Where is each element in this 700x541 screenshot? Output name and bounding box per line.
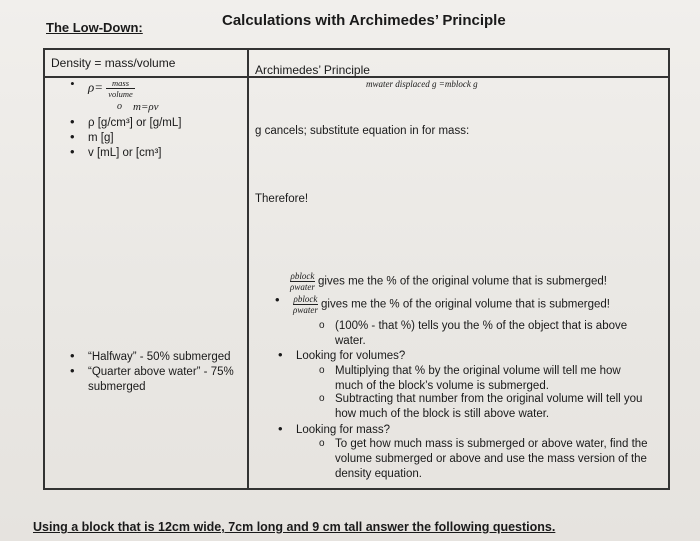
eq-left: mwater displaced g bbox=[366, 79, 437, 89]
page-title: Calculations with Archimedes’ Principle bbox=[222, 12, 506, 29]
density-heading: Density = mass/volume bbox=[51, 56, 176, 70]
quarter-item: • “Quarter above water” - 75% bbox=[88, 365, 234, 379]
above-water-item: o (100% - that %) tells you the % of the object that is above bbox=[335, 319, 627, 333]
multiply-item: o Multiplying that % by the original volume will tell me how bbox=[335, 364, 621, 378]
lowdown-label: The Low-Down: bbox=[46, 20, 143, 35]
rho-symbol: ρ bbox=[88, 79, 95, 95]
question-prompt: Using a block that is 12cm wide, 7cm long and 9 cm tall answer the following questions. bbox=[33, 520, 556, 534]
above-water-item-cont: water. bbox=[335, 335, 366, 347]
mass-units: • m [g] bbox=[88, 131, 114, 145]
ratio-denominator: ρwater bbox=[290, 282, 315, 292]
archimedes-equation bbox=[366, 79, 478, 89]
quarter-item-cont: submerged bbox=[88, 381, 146, 393]
density-units: • ρ [g/cm³] or [g/mL] bbox=[88, 116, 181, 130]
ratio-numerator-2: • ρblock bbox=[293, 294, 318, 304]
ratio-explanation-2: gives me the % of the original volume that is submerged! bbox=[321, 298, 610, 311]
eq-equals: = bbox=[438, 79, 445, 89]
density-ratio-fraction-2 bbox=[293, 294, 318, 315]
multiply-item-cont: much of the block’s volume is submerged. bbox=[335, 380, 549, 392]
frac-numerator: mass bbox=[106, 78, 135, 89]
equals-sign: = bbox=[94, 79, 104, 95]
density-ratio-line-2 bbox=[293, 294, 610, 315]
therefore-text: Therefore! bbox=[255, 193, 309, 205]
eq-right: mblock g bbox=[444, 79, 478, 89]
subtract-item-cont: how much of the block is still above water. bbox=[335, 408, 550, 420]
frac-denominator: volume bbox=[108, 89, 133, 99]
looking-for-volumes: • Looking for volumes? bbox=[296, 349, 405, 363]
g-cancels-text: g cancels; substitute equation in for mass: bbox=[255, 125, 470, 137]
density-formula bbox=[88, 78, 135, 99]
mass-item: o To get how much mass is submerged or above water, find the bbox=[335, 437, 648, 451]
subtract-item: o Subtracting that number from the original volume will tell you bbox=[335, 392, 642, 406]
halfway-item: • “Halfway” - 50% submerged bbox=[88, 350, 231, 364]
mass-formula: o m=ρv bbox=[133, 100, 159, 114]
density-ratio-fraction bbox=[290, 271, 315, 292]
mass-item-cont-1: volume submerged or above and use the mass version of the bbox=[335, 453, 647, 465]
density-ratio-line-1 bbox=[290, 271, 607, 292]
ratio-numerator: ρblock bbox=[290, 271, 315, 281]
mass-item-cont-2: density equation. bbox=[335, 468, 422, 480]
archimedes-heading: Archimedes’ Principle bbox=[255, 63, 370, 77]
volume-units: • v [mL] or [cm³] bbox=[88, 146, 161, 160]
mass-over-volume bbox=[106, 78, 135, 99]
ratio-denominator-2: ρwater bbox=[293, 305, 318, 315]
column-divider bbox=[247, 48, 249, 490]
ratio-explanation: gives me the % of the original volume that is submerged! bbox=[318, 275, 607, 288]
looking-for-mass: • Looking for mass? bbox=[296, 423, 390, 437]
